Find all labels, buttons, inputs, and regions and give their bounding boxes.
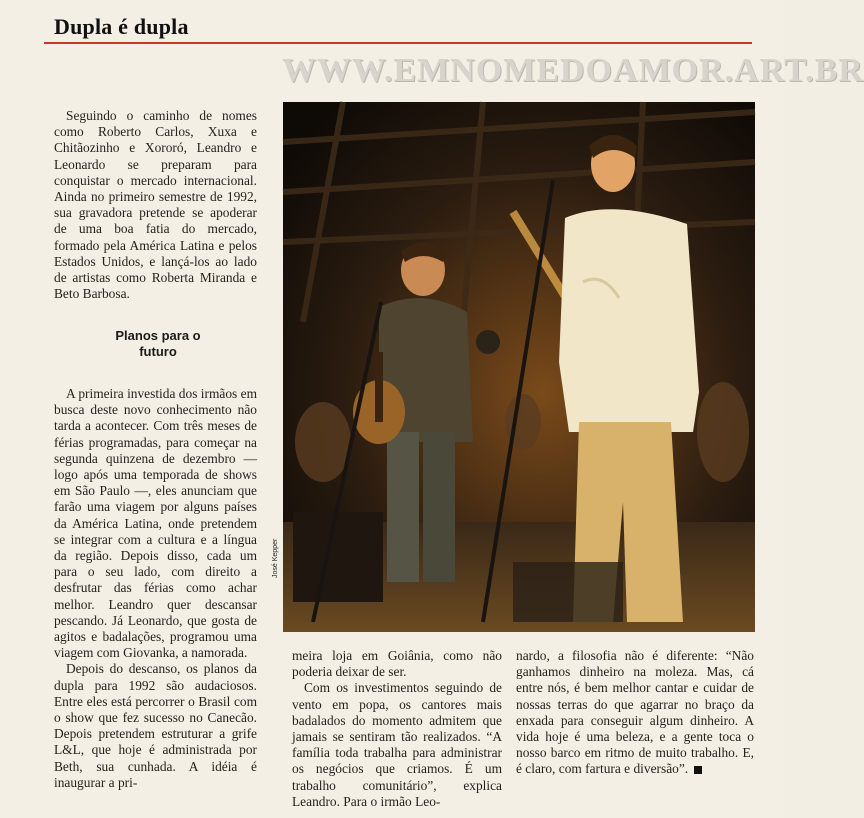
page-title: Dupla é dupla: [54, 14, 189, 39]
intro-paragraph: Seguindo o caminho de nomes como Roberto Carlos, Xuxa e Chitãozinho e Xororó, Leandro e Leonardo se preparam para conquistar o mercado internacional. Ainda no primeiro semestre de 1992, sua gravadora pretende se apoderar de uma boa fatia do mercado, formado pela América Latina e pelos Estados Unidos, e lançá-los ao lado de artistas como Roberta Miranda e Beto Barbosa.: [54, 108, 257, 302]
photo-credit: José Kepper: [272, 538, 279, 578]
main-column: [54, 386, 257, 791]
paragraph-1: A primeira investida dos irmãos em busca deste novo conhecimento não tarda a acontecer. Com três meses de férias programadas, para começar na segunda quinzena de dezembro — logo após uma temporada de shows em São Paulo —, eles anunciam que farão uma viagem por alguns países da América Latina, onde pretendem se integrar com a cultura e a língua da região. Depois disso, cada um para o seu lado, com direito a desfrutar das férias como achar melhor. Leandro quer descansar pescando. Já Leonardo, que gosta de agitos e badalações, programou uma viagem com Giovanka, a namorada.: [54, 386, 257, 661]
end-mark: [694, 766, 702, 774]
column-3: [516, 648, 754, 778]
col3-continuation: nardo, a filosofia não é diferente: “Não ganhamos dinheiro na moleza. Mas, cá entre nós, é bem melhor cantar e cuidar de nossas terras do que agarrar no braço da enxada para conseguir algum dinheiro. A vida hoje é uma beleza, e a gente toca o nosso barco em ritmo de muito trabalho. E, é claro, com fartura e diversão”.: [516, 648, 754, 777]
col2-paragraph: Com os investimentos seguindo de vento em popa, os cantores mais badalados do momento admitem que jamais se sentiram tão realizados. “A família toda trabalha para administrar os negócios que criamos. É um trabalho comunitário”, explica Leandro. Para o irmão Leo-: [292, 680, 502, 809]
intro-column: [54, 108, 257, 302]
col2-continuation: meira loja em Goiânia, como não poderia deixar de ser.: [292, 648, 502, 680]
concert-photo-illustration: [283, 102, 755, 632]
section-subhead: Planos para o futuro: [115, 328, 201, 359]
column-2: [292, 648, 502, 810]
concert-photo: [283, 102, 755, 632]
title-rule: [44, 42, 752, 44]
watermark: WWW.EMNOMEDOAMOR.ART.BR: [282, 52, 864, 89]
paragraph-2: Depois do descanso, os planos da dupla para 1992 são audaciosos. Entre eles está percorrer o Brasil com o show que fez sucesso no Canecão. Depois pretendem estruturar a grife L&L, que hoje é administrada por Beth, sua cunhada. A idéia é inaugurar a pri-: [54, 661, 257, 790]
